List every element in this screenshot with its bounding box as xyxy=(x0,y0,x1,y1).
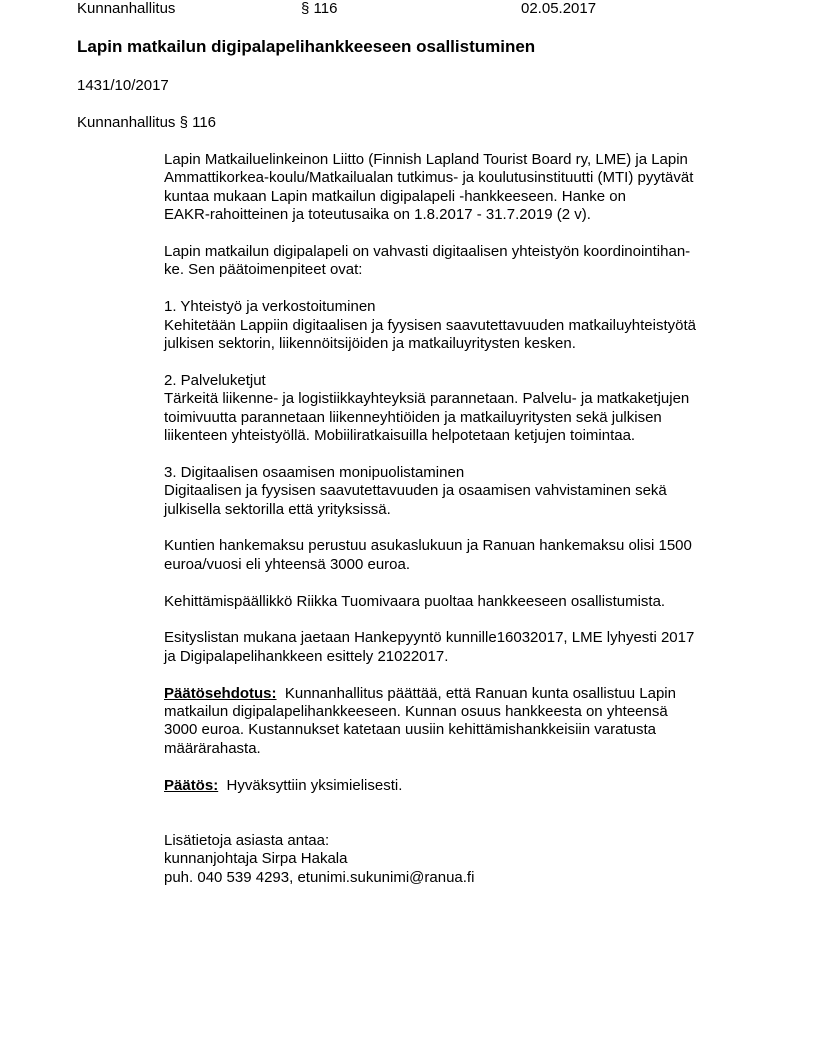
measure-3-paragraph xyxy=(164,464,744,519)
attachments-paragraph xyxy=(164,629,744,666)
intro-paragraph xyxy=(164,151,744,225)
header-date: 02.05.2017 xyxy=(521,0,597,17)
contact-person: kunnanjohtaja Sirpa Hakala xyxy=(164,850,348,868)
proposal-first-line xyxy=(164,685,744,703)
measure-heading: 3. Digitaalisen osaamisen monipuolistaminen xyxy=(164,463,465,481)
text-line: 3000 euroa. Kustannukset katetaan uusiin kehittämishankkeisiin varatusta xyxy=(164,721,656,739)
text-line: julkisella sektorilla että yrityksissä. xyxy=(164,500,391,518)
fee-paragraph xyxy=(164,537,744,574)
document-header xyxy=(0,0,816,20)
decision-line xyxy=(164,777,744,795)
text-line: euroa/vuosi eli yhteensä 3000 euroa. xyxy=(164,555,411,573)
text-line: Ammattikorkea-koulu/Matkailualan tutkimus- ja koulutusinstituutti (MTI) pyytävät xyxy=(164,169,694,187)
text-line: Digitaalisen ja fyysisen saavutettavuuden ja osaamisen vahvistaminen sekä xyxy=(164,482,667,500)
text-line: kuntaa mukaan Lapin matkailun digipalapeli -hankkeeseen. Hanke on xyxy=(164,187,626,205)
text-line: ke. Sen päätoimenpiteet ovat: xyxy=(164,261,363,279)
text-line: liikenteen yhteistyöllä. Mobiiliratkaisuilla helpotetaan ketjujen toimintaa. xyxy=(164,427,636,445)
contact-details: puh. 040 539 4293, etunimi.sukunimi@ranua.fi xyxy=(164,868,475,886)
decision-label: Päätös: xyxy=(164,776,219,794)
proposal-text: Kunnanhallitus päättää, että Ranuan kunta osallistuu Lapin xyxy=(284,684,676,702)
measure-heading: 1. Yhteistyö ja verkostoituminen xyxy=(164,298,376,316)
text-line: Kehitetään Lappiin digitaalisen ja fyysisen saavutettavuuden matkailuyhteistyötä xyxy=(164,316,697,334)
measure-2-paragraph xyxy=(164,372,744,446)
header-organ: Kunnanhallitus xyxy=(77,0,176,17)
measures-intro-paragraph xyxy=(164,243,744,280)
text-line: ja Digipalapelihankkeen esittely 21022017. xyxy=(164,647,449,665)
text-line: Esityslistan mukana jaetaan Hankepyyntö kunnille16032017, LME lyhyesti 2017 xyxy=(164,629,695,647)
text-line: Kuntien hankemaksu perustuu asukaslukuun ja Ranuan hankemaksu olisi 1500 xyxy=(164,537,692,555)
contact-heading: Lisätietoja asiasta antaa: xyxy=(164,831,330,849)
proposal-paragraph xyxy=(164,685,744,759)
text-line: Kehittämispäällikkö Riikka Tuomivaara puoltaa hankkeeseen osallistumista. xyxy=(164,592,666,610)
text-line: Tärkeitä liikenne- ja logistiikkayhteyksiä parannetaan. Palvelu- ja matkaketjujen xyxy=(164,390,690,408)
case-number: 1431/10/2017 xyxy=(77,77,169,94)
decision-paragraph xyxy=(164,777,744,795)
measure-1-paragraph xyxy=(164,298,744,353)
contact-block xyxy=(164,832,744,887)
text-line: määrärahasta. xyxy=(164,739,261,757)
document-body xyxy=(164,151,744,905)
proposal-label: Päätösehdotus: xyxy=(164,684,277,702)
document-title: Lapin matkailun digipalapelihankkeeseen osallistuminen xyxy=(77,37,536,56)
text-line: Lapin matkailun digipalapeli on vahvasti digitaalisen yhteistyön koordinointihan- xyxy=(164,243,691,261)
recommendation-paragraph xyxy=(164,593,744,611)
text-line: toimivuutta parannetaan liikenneyhtiöiden ja matkailuyritysten sekä julkisen xyxy=(164,408,662,426)
text-line: julkisen sektorin, liikennöitsijöiden ja matkailuyritysten kesken. xyxy=(164,335,576,353)
text-line: matkailun digipalapelihankkeeseen. Kunnan osuus hankkeesta on yhteensä xyxy=(164,703,668,721)
measure-heading: 2. Palveluketjut xyxy=(164,371,266,389)
header-section: § 116 xyxy=(301,0,338,17)
decision-text: Hyväksyttiin yksimielisesti. xyxy=(226,776,403,794)
board-section: Kunnanhallitus § 116 xyxy=(77,114,216,131)
text-line: EAKR-rahoitteinen ja toteutusaika on 1.8.2017 - 31.7.2019 (2 v). xyxy=(164,206,591,224)
text-line: Lapin Matkailuelinkeinon Liitto (Finnish Lapland Tourist Board ry, LME) ja Lapin xyxy=(164,151,688,168)
